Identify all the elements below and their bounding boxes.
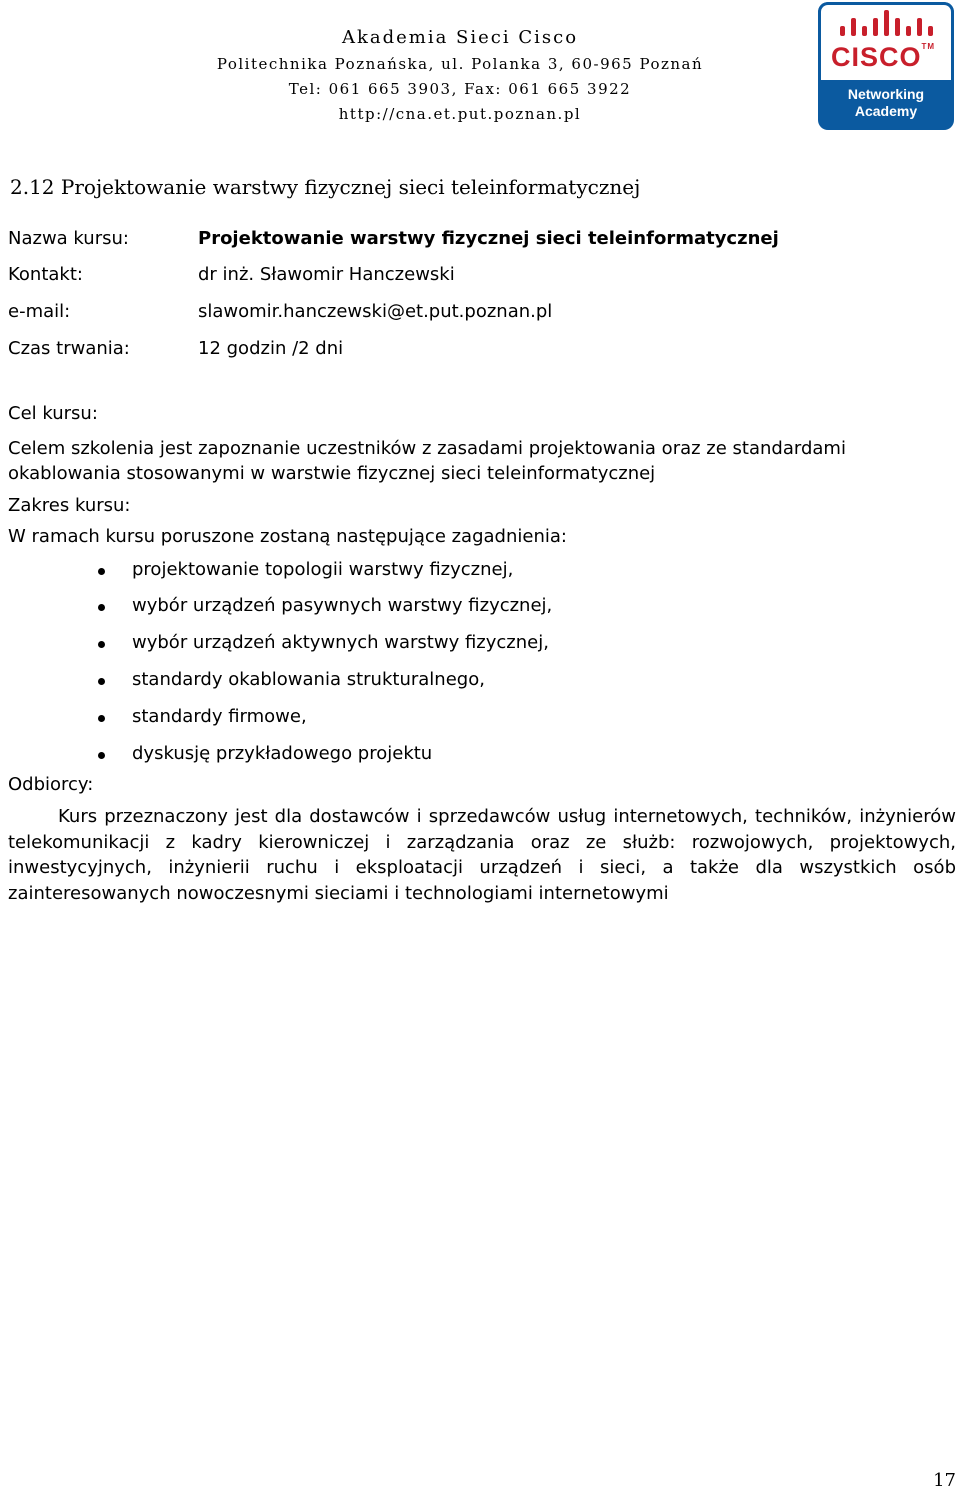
course-name-value: Projektowanie warstwy fizycznej sieci teleinformatycznej	[198, 228, 779, 249]
audience-paragraph: Kurs przeznaczony jest dla dostawców i sprzedawców usług internetowych, techników, inżynierów telekomunikacji z kadry kierowniczej i zarządzania oraz ze służb: rozwojowych, projektowych, inwestycyjnych, inżynierii ruchu i eksploatacji urządzeń i sieci, a także dla wszystkich osób zainteresowanych nowoczesnymi sieciami i technologiami internetowymi	[8, 806, 956, 904]
header-website-link[interactable]: http://cna.et.put.poznan.pl	[338, 105, 582, 123]
bullet-icon	[98, 752, 105, 759]
logo-academy-text	[818, 86, 954, 120]
scope-heading: Zakres kursu:	[8, 495, 131, 516]
page-number: 17	[933, 1470, 956, 1491]
bullet-icon	[98, 678, 105, 685]
email-label: e-mail:	[8, 301, 71, 322]
audience-heading: Odbiorcy:	[8, 774, 94, 795]
contact-value: dr inż. Sławomir Hanczewski	[198, 264, 455, 285]
logo-line-networking: Networking	[847, 86, 925, 102]
bullet-icon	[98, 641, 105, 648]
bullet-icon	[98, 715, 105, 722]
header-address: Politechnika Poznańska, ul. Polanka 3, 60-965 Poznań	[216, 55, 704, 73]
header-phone-fax: Tel: 061 665 3903, Fax: 061 665 3922	[288, 80, 632, 98]
email-value[interactable]: slawomir.hanczewski@et.put.poznan.pl	[198, 301, 553, 322]
section-title: 2.12 Projektowanie warstwy fizycznej sieci teleinformatycznej	[10, 175, 641, 199]
course-name-label: Nazwa kursu:	[8, 228, 129, 249]
duration-label: Czas trwania:	[8, 338, 130, 359]
logo-line-academy: Academy	[854, 103, 918, 119]
duration-value: 12 godzin /2 dni	[198, 338, 344, 359]
bullet-icon	[98, 568, 105, 575]
goal-heading: Cel kursu:	[8, 403, 98, 424]
cisco-bars-icon	[818, 2, 954, 42]
contact-label: Kontakt:	[8, 264, 83, 285]
goal-line-1: Celem szkolenia jest zapoznanie uczestników z zasadami projektowania oraz ze standardami	[8, 438, 846, 459]
bullet-icon	[98, 604, 105, 611]
cisco-wordmark: CISCO™	[830, 42, 936, 72]
scope-intro: W ramach kursu poruszone zostaną następujące zagadnienia:	[8, 526, 567, 547]
header-academy-name: Akademia Sieci Cisco	[341, 27, 579, 48]
goal-line-2: okablowania stosowanymi w warstwie fizycznej sieci teleinformatycznej	[8, 463, 656, 484]
cisco-networking-academy-logo	[818, 2, 954, 130]
header-address-block	[180, 24, 740, 127]
